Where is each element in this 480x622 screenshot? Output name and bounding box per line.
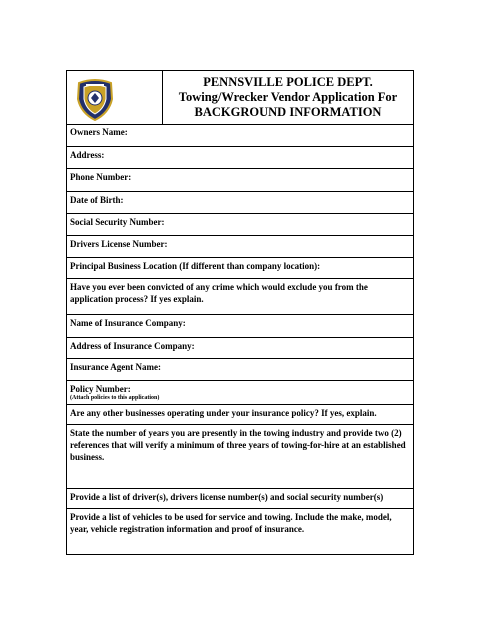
police-seal-icon [75,77,115,121]
field-label: Are any other businesses operating under your insurance policy? If yes, explain. [70,408,377,418]
field-label: Drivers License Number: [70,239,168,249]
seal-cell [67,71,163,124]
field-label: Address of Insurance Company: [70,341,195,351]
towing-experience-field[interactable] [67,425,413,489]
attach-policies-note: (Attach policies to this application) [70,395,160,401]
application-form [66,70,414,555]
form-title [163,71,413,124]
field-label: Insurance Agent Name: [70,362,161,372]
field-label: Name of Insurance Company: [70,318,186,328]
form-header [67,71,413,125]
insurance-company-field[interactable] [67,315,413,338]
field-label: Have you ever been convicted of any crime which would exclude you from the application process? If yes explain. [70,282,368,304]
insurance-agent-field[interactable] [67,359,413,381]
driver-list-field[interactable] [67,489,413,509]
title-line-2: Towing/Wrecker Vendor Application For [178,90,398,104]
business-location-field[interactable] [67,258,413,279]
insurance-address-field[interactable] [67,338,413,359]
field-label: Phone Number: [70,172,132,182]
field-label: Address: [70,150,105,160]
field-label: Provide a list of vehicles to be used for service and towing. Include the make, model, year, vehicle registration information and proof of insurance. [70,512,392,534]
other-businesses-field[interactable] [67,405,413,425]
criminal-history-field[interactable] [67,279,413,315]
date-of-birth-field[interactable] [67,192,413,214]
field-label: Date of Birth: [70,195,124,205]
drivers-license-field[interactable] [67,236,413,258]
field-label: Provide a list of driver(s), drivers license number(s) and social security number(s) [70,492,384,502]
owners-name-field[interactable] [67,124,413,147]
field-label: State the number of years you are presently in the towing industry and provide two (2) references that will verify a minimum of three years of towing-for-hire at an established business. [70,428,406,462]
field-label: Owners Name: [70,127,128,137]
field-label: Principal Business Location (If different than company location): [70,261,321,271]
field-label: Policy Number: [70,384,131,394]
title-line-3: BACKGROUND INFORMATION [194,105,382,119]
vehicle-list-field[interactable] [67,509,413,554]
ssn-field[interactable] [67,214,413,236]
phone-number-field[interactable] [67,169,413,192]
policy-number-field[interactable] [67,381,413,405]
address-field[interactable] [67,147,413,169]
field-label: Social Security Number: [70,217,165,227]
title-line-1: PENNSVILLE POLICE DEPT. [203,75,373,89]
